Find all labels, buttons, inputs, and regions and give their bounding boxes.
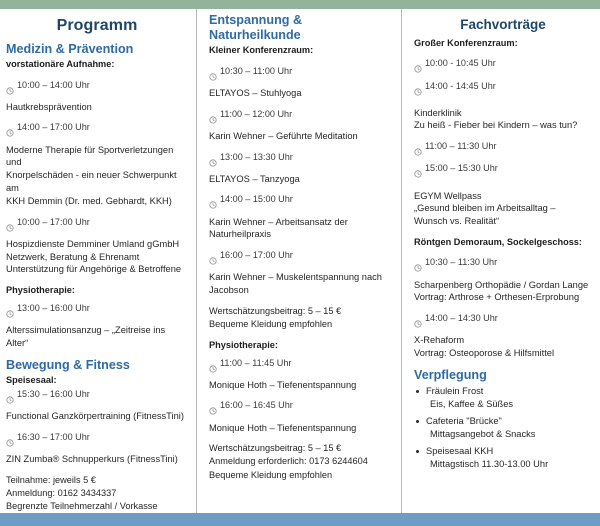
time-row xyxy=(209,357,391,379)
entry-description: „Gesund bleiben im Arbeitsalltag – xyxy=(414,203,556,214)
physio-notes xyxy=(209,442,391,481)
entry-time: 11:00 – 12:00 Uhr xyxy=(220,108,293,119)
clock-icon xyxy=(414,313,422,334)
entry-time: 10:30 – 11:30 Uhr xyxy=(425,257,498,268)
entry-time: 11:00 – 11:45 Uhr xyxy=(220,357,292,368)
clock-icon xyxy=(6,80,14,101)
time-row xyxy=(414,140,592,162)
subheading-roentgen-demoraum: Röntgen Demoraum, Sockelgeschoss: xyxy=(414,237,582,247)
time-row xyxy=(6,302,188,324)
entry-time: 14:00 - 14:45 Uhr xyxy=(425,80,496,91)
clock-icon xyxy=(414,257,422,278)
clock-icon xyxy=(209,400,217,421)
list-item xyxy=(414,256,592,304)
entry-description: Scharpenberg Orthopädie / Gordan Lange xyxy=(414,279,589,290)
section-heading-fachvortraege: Fachvorträge xyxy=(460,17,546,32)
list-item xyxy=(414,57,592,132)
meal-detail: Eis, Kaffee & Süßes xyxy=(430,399,514,410)
time-row xyxy=(414,57,592,79)
subheading-kleiner-konferenzraum: Kleiner Konferenzraum: xyxy=(209,45,314,56)
list-item xyxy=(209,399,391,434)
list-item xyxy=(209,193,391,241)
entry-description: Moderne Therapie für Sportverletzungen und xyxy=(6,144,174,168)
note-line: Wertschätzungsbeitrag: 5 – 15 € xyxy=(209,305,342,316)
entry-description: Kinderklinik xyxy=(414,107,462,118)
entry-time: 14:00 – 17:00 Uhr xyxy=(17,122,90,133)
entry-description: ELTAYOS – Tanzyoga xyxy=(209,173,300,184)
entry-description: KKH Demmin (Dr. med. Gebhardt, KKH) xyxy=(6,195,172,206)
time-row xyxy=(6,216,188,238)
entry-description: Unterstützung für Angehörige & Betroffene xyxy=(6,264,182,275)
list-item xyxy=(414,445,592,471)
entry-description: Monique Hoth – Tiefenentspannung xyxy=(209,379,357,390)
section-heading-verpflegung: Verpflegung xyxy=(414,367,487,382)
registration-notes xyxy=(6,474,188,513)
time-row xyxy=(209,249,391,271)
entry-time: 14:00 – 14:30 Uhr xyxy=(425,313,498,324)
time-row xyxy=(414,80,592,102)
note-line: Wertschätzungsbeitrag: 5 – 15 € xyxy=(209,443,342,454)
time-row xyxy=(414,312,592,334)
note-line: Bequeme Kleidung empfohlen xyxy=(209,469,333,480)
clock-icon xyxy=(209,250,217,271)
time-row xyxy=(209,65,391,87)
top-accent-bar xyxy=(0,0,600,9)
meal-detail: Mittagsangebot & Snacks xyxy=(430,429,536,440)
page-title: Programm xyxy=(56,17,138,34)
entry-description: ZIN Zumba® Schnupperkurs (FitnessTini) xyxy=(6,454,178,465)
note-line: Anmeldung: 0162 3434337 xyxy=(6,487,117,498)
entspannung-notes xyxy=(209,305,391,331)
entry-time: 11:00 – 11:30 Uhr xyxy=(425,141,497,152)
list-item xyxy=(6,216,188,277)
entry-description: Naturheilpraxis xyxy=(209,229,272,240)
list-item xyxy=(414,415,592,441)
bullet-icon xyxy=(416,420,419,423)
bottom-accent-bar xyxy=(0,513,600,526)
note-line: Anmeldung erforderlich: 0173 6244604 xyxy=(209,456,368,467)
clock-icon xyxy=(209,194,217,215)
subheading-vorstationaere: vorstationäre Aufnahme: xyxy=(6,59,115,70)
list-item xyxy=(6,388,188,423)
entry-time: 13:00 – 16:00 Uhr xyxy=(17,302,90,313)
left-column xyxy=(0,9,196,513)
clock-icon xyxy=(209,152,217,173)
subheading-grosser-konferenzraum: Großer Konferenzraum: xyxy=(414,38,518,48)
section-heading-bewegung: Bewegung & Fitness xyxy=(6,357,130,372)
entry-description: Hautkrebsprävention xyxy=(6,101,92,112)
list-item xyxy=(6,79,188,114)
entry-time: 16:00 – 16:45 Uhr xyxy=(220,400,293,411)
time-row xyxy=(209,193,391,215)
entry-time: 16:00 – 17:00 Uhr xyxy=(220,250,293,261)
subheading-speisesaal: Speisesaal: xyxy=(6,374,57,385)
subheading-physiotherapie-mid: Physiotherapie: xyxy=(209,340,278,351)
time-row xyxy=(209,399,391,421)
list-item xyxy=(6,431,188,466)
time-row xyxy=(209,108,391,130)
clock-icon xyxy=(414,163,422,184)
entry-description: Zu heiß - Fieber bei Kindern – was tun? xyxy=(414,120,578,131)
entry-description: Vortrag: Arthrose + Orthesen-Erprobung xyxy=(414,292,580,303)
meal-detail: Mittagstisch 11.30-13.00 Uhr xyxy=(430,459,549,470)
entry-time: 15:00 – 15:30 Uhr xyxy=(425,163,498,174)
entry-description: Monique Hoth – Tiefenentspannung xyxy=(209,422,357,433)
entry-description: Wunsch vs. Realität“ xyxy=(414,216,500,227)
meal-name: Fräulein Frost xyxy=(426,386,484,397)
time-row xyxy=(209,151,391,173)
meal-name: Speisesaal KKH xyxy=(426,446,494,457)
entry-time: 14:00 – 15:00 Uhr xyxy=(220,194,293,205)
entry-description: EGYM Wellpass xyxy=(414,190,482,201)
meal-name: Cafeteria "Brücke" xyxy=(426,416,502,427)
list-item xyxy=(209,357,391,392)
entry-description: Hospizdienste Demminer Umland gGmbH xyxy=(6,238,180,249)
subheading-physiotherapie: Physiotherapie: xyxy=(6,285,75,296)
entry-description: Netzwerk, Beratung & Ehrenamt xyxy=(6,251,140,262)
clock-icon xyxy=(414,58,422,79)
time-row xyxy=(6,79,188,101)
entry-description: Karin Wehner – Muskelentspannung nach xyxy=(209,272,382,283)
clock-icon xyxy=(209,358,217,379)
entry-description: Knorpelschäden - ein neuer Schwerpunkt am xyxy=(6,170,177,194)
list-item xyxy=(209,108,391,143)
time-row xyxy=(414,162,592,184)
section-heading-entspannung: Entspannung & Naturheilkunde xyxy=(209,13,303,43)
clock-icon xyxy=(6,217,14,238)
entry-time: 10:00 – 17:00 Uhr xyxy=(17,216,90,227)
entry-description: ELTAYOS – Stuhlyoga xyxy=(209,87,302,98)
clock-icon xyxy=(6,432,14,453)
clock-icon xyxy=(209,109,217,130)
note-line: Begrenzte Teilnehmerzahl / Vorkasse xyxy=(6,501,158,512)
entry-description: Vortrag: Osteoporose & Hilfsmittel xyxy=(414,348,555,359)
entry-description: Karin Wehner – Geführte Meditation xyxy=(209,130,358,141)
clock-icon xyxy=(6,389,14,410)
entry-time: 10:30 – 11:00 Uhr xyxy=(220,65,293,76)
clock-icon xyxy=(414,81,422,102)
entry-description: Jacobson xyxy=(209,285,249,296)
clock-icon xyxy=(414,141,422,162)
entry-time: 13:00 – 13:30 Uhr xyxy=(220,151,293,162)
list-item xyxy=(6,302,188,350)
time-row xyxy=(6,431,188,453)
bullet-icon xyxy=(416,390,419,393)
list-item xyxy=(414,140,592,228)
list-item xyxy=(6,121,188,207)
list-item xyxy=(414,385,592,411)
list-item xyxy=(209,249,391,297)
entry-time: 10:00 – 14:00 Uhr xyxy=(17,79,90,90)
clock-icon xyxy=(209,66,217,87)
entry-time: 10:00 - 10:45 Uhr xyxy=(425,58,496,69)
columns-container xyxy=(0,9,600,513)
entry-description: X-Rehaform xyxy=(414,335,465,346)
clock-icon xyxy=(6,122,14,143)
section-heading-medizin: Medizin & Prävention xyxy=(6,42,134,56)
catering-list xyxy=(414,385,592,471)
time-row xyxy=(6,388,188,410)
list-item xyxy=(209,151,391,186)
entry-time: 16:30 – 17:00 Uhr xyxy=(17,431,90,442)
note-line: Teilnahme: jeweils 5 € xyxy=(6,474,96,485)
clock-icon xyxy=(6,303,14,324)
bullet-icon xyxy=(416,450,419,453)
time-row xyxy=(6,121,188,143)
time-row xyxy=(414,256,592,278)
right-column xyxy=(401,9,600,513)
middle-column xyxy=(196,9,401,513)
list-item xyxy=(209,65,391,100)
entry-description: Functional Ganzkörpertraining (FitnessTini) xyxy=(6,411,184,422)
list-item xyxy=(414,312,592,360)
entry-description: Karin Wehner – Arbeitsansatz der xyxy=(209,216,348,227)
entry-time: 15:30 – 16:00 Uhr xyxy=(17,389,90,400)
note-line: Bequeme Kleidung empfohlen xyxy=(209,319,333,330)
entry-description: Alterssimulationsanzug – „Zeitreise ins Alter“ xyxy=(6,324,166,348)
